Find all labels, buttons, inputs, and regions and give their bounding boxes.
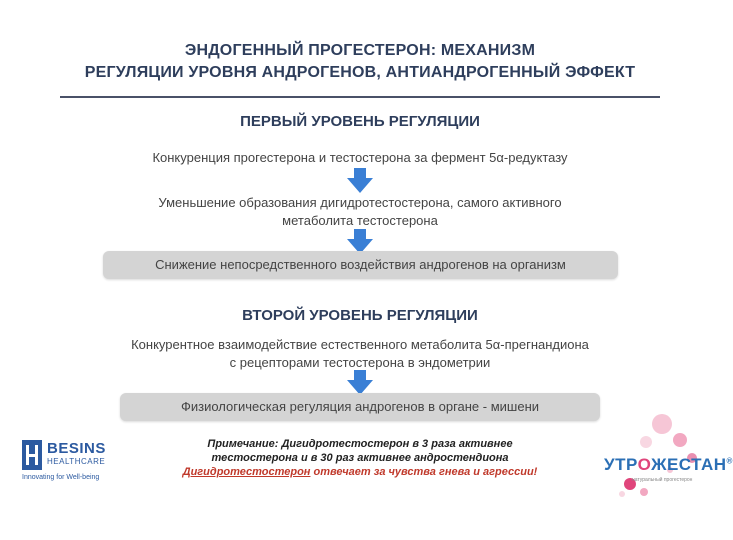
title-divider [60, 96, 660, 98]
utrozhestan-logo [604, 455, 733, 475]
level1-step2-line2: метаболита тестостерона [282, 213, 438, 228]
level2-step1 [0, 336, 720, 372]
footnote-line-3-rest: отвечает за чувства гнева и агрессии! [310, 466, 538, 478]
besins-tagline: Innovating for Well-being [22, 474, 100, 481]
footnote-underlined-term: Дигидротестостерон [182, 466, 311, 478]
footnote-line-3 [150, 465, 570, 479]
footnote-line-2: тестостерона и в 30 раз активнее андростендиона [211, 452, 509, 464]
utrozhestan-tagline: натуральный прогестерон [632, 477, 693, 483]
besins-name: BESINS [47, 440, 106, 457]
utro-name-post: ЖЕСТАН [651, 455, 727, 474]
footnote [150, 437, 570, 479]
besins-sub: HEALTHCARE [47, 457, 106, 466]
title-line-1: ЭНДОГЕННЫЙ ПРОГЕСТЕРОН: МЕХАНИЗМ [184, 42, 536, 59]
utro-reg: ® [726, 456, 733, 466]
utro-name-pre: УТР [604, 455, 638, 474]
level2-step1-line1: Конкурентное взаимодействие естественного метаболита 5α-прегнандиона [131, 337, 589, 352]
besins-logo [22, 438, 132, 484]
arrow-down-icon [346, 168, 374, 194]
level1-step2-line1: Уменьшение образования дигидротестостерона, самого активного [158, 195, 562, 210]
level2-result: Физиологическая регуляция андрогенов в органе - мишени [180, 399, 540, 414]
level1-step1: Конкуренция прогестерона и тестостерона за фермент 5α-редуктазу [152, 150, 568, 165]
level2-step1-line2: с рецепторами тестостерона в эндометрии [229, 355, 491, 370]
title-line-2: РЕГУЛЯЦИИ УРОВНЯ АНДРОГЕНОВ, АНТИАНДРОГЕННЫЙ ЭФФЕКТ [84, 64, 636, 81]
level1-heading: ПЕРВЫЙ УРОВЕНЬ РЕГУЛЯЦИИ [240, 113, 480, 130]
level1-step2 [0, 194, 720, 230]
besins-logo-icon [22, 440, 42, 470]
level2-result-box [120, 393, 600, 421]
slide-title [0, 40, 720, 84]
level1-result: Снижение непосредственного воздействия андрогенов на организм [155, 257, 566, 272]
level2-heading: ВТОРОЙ УРОВЕНЬ РЕГУЛЯЦИИ [242, 307, 478, 324]
footnote-line-1: Примечание: Дигидротестостерон в 3 раза активнее [207, 438, 513, 450]
level1-result-box [103, 251, 618, 279]
utro-name-o: О [637, 455, 652, 474]
